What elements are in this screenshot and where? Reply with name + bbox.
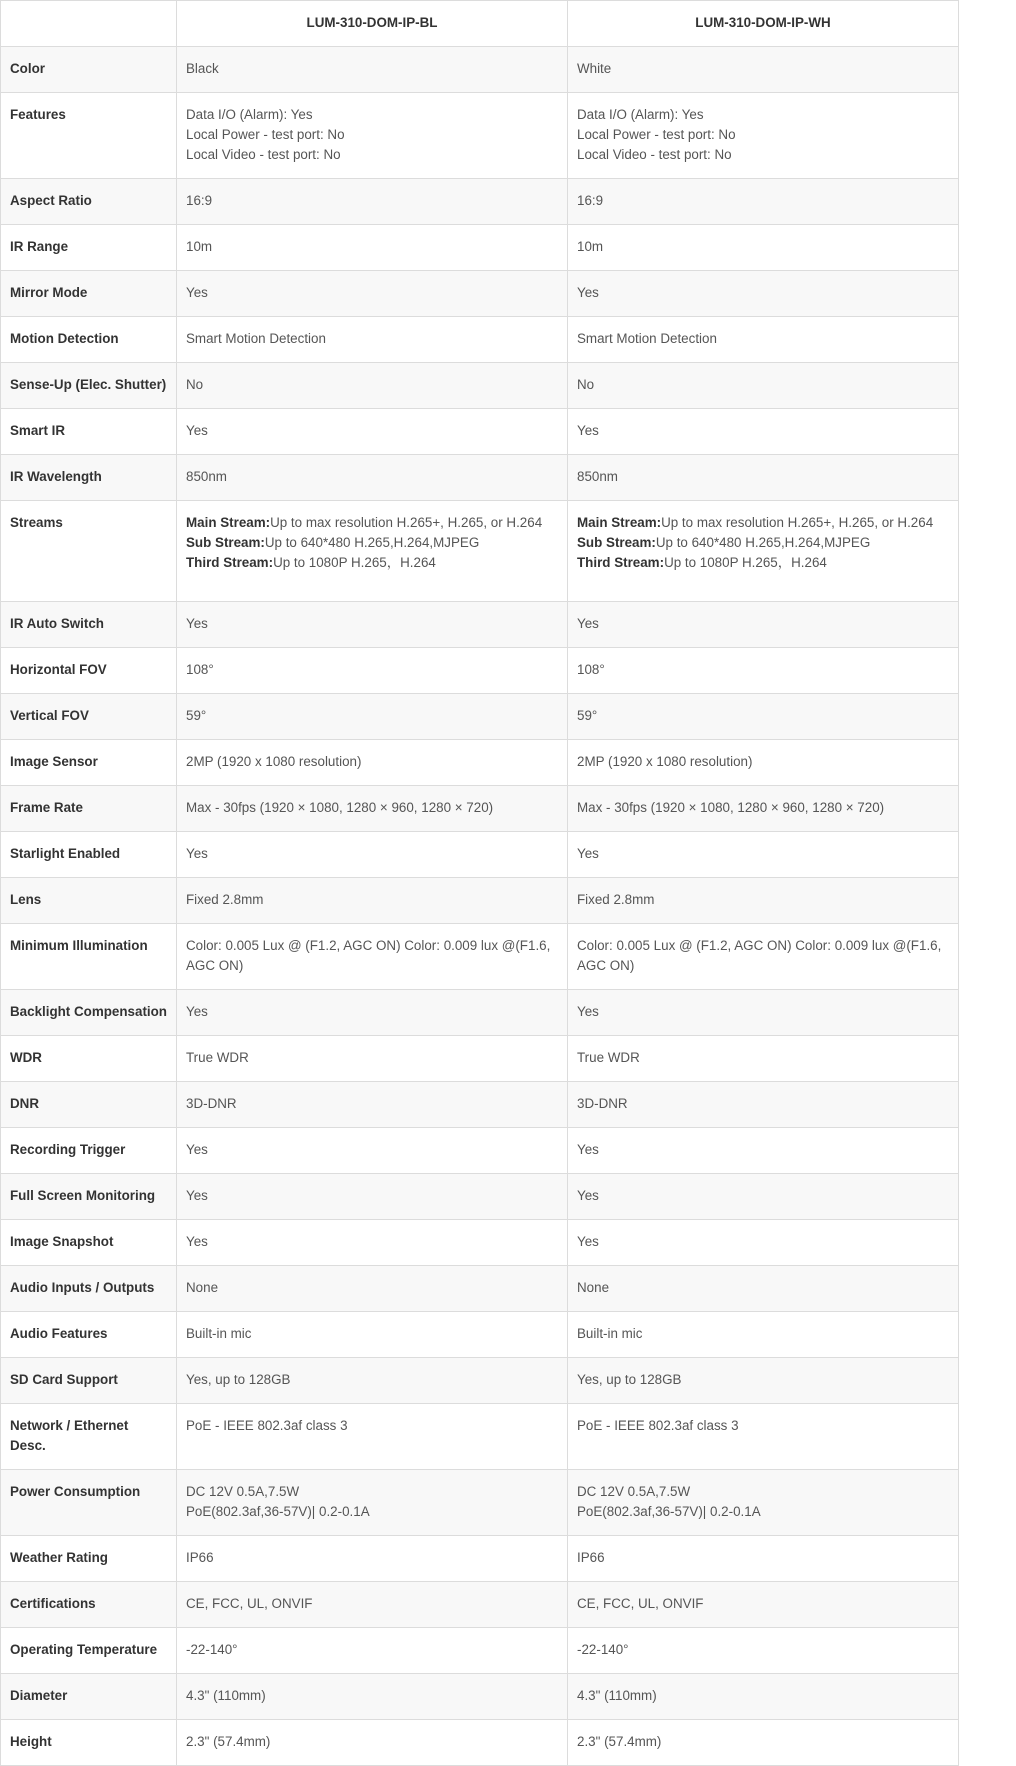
sub-stream-key: Sub Stream: (186, 535, 265, 550)
cell-model-bl (177, 93, 568, 179)
cell-value-line: True WDR (186, 1050, 249, 1065)
cell-value-line: DC 12V 0.5A,7.5W (577, 1484, 691, 1499)
cell-value-line: CE, FCC, UL, ONVIF (577, 1596, 704, 1611)
table-row (1, 832, 959, 878)
cell-value-line: 3D-DNR (186, 1096, 237, 1111)
row-label: Backlight Compensation (1, 990, 177, 1036)
cell-model-bl (177, 878, 568, 924)
cell-value-line: 108° (186, 662, 214, 677)
cell-model-wh (568, 1082, 959, 1128)
third-stream-key: Third Stream: (577, 555, 665, 570)
cell-model-wh (568, 1174, 959, 1220)
cell-value-line: Data I/O (Alarm): Yes (186, 107, 313, 122)
cell-value-line: 3D-DNR (577, 1096, 628, 1111)
table-row (1, 1036, 959, 1082)
table-row (1, 1220, 959, 1266)
table-row (1, 47, 959, 93)
row-label: WDR (1, 1036, 177, 1082)
cell-model-wh (568, 1220, 959, 1266)
cell-model-bl (177, 924, 568, 990)
row-label: IR Wavelength (1, 455, 177, 501)
cell-value-line: Yes (577, 423, 599, 438)
cell-value-line: Yes (186, 1004, 208, 1019)
row-label: Features (1, 93, 177, 179)
cell-model-bl (177, 1082, 568, 1128)
row-label: Audio Inputs / Outputs (1, 1266, 177, 1312)
cell-model-wh (568, 317, 959, 363)
spec-table-body (1, 47, 959, 1766)
table-row (1, 363, 959, 409)
cell-model-wh (568, 1358, 959, 1404)
row-label: Aspect Ratio (1, 179, 177, 225)
cell-model-bl (177, 501, 568, 602)
row-label: Streams (1, 501, 177, 602)
cell-value-line: Built-in mic (186, 1326, 252, 1341)
cell-value-line: -22-140° (186, 1642, 238, 1657)
table-row-streams (1, 501, 959, 602)
cell-value-line: PoE - IEEE 802.3af class 3 (577, 1418, 739, 1433)
cell-model-wh (568, 602, 959, 648)
table-row (1, 179, 959, 225)
cell-model-bl (177, 1720, 568, 1766)
cell-value-line: 16:9 (577, 193, 604, 208)
table-row (1, 1674, 959, 1720)
header-model-bl: LUM-310-DOM-IP-BL (177, 1, 568, 47)
cell-model-bl (177, 179, 568, 225)
cell-value-line: Local Video - test port: No (577, 147, 732, 162)
cell-model-wh (568, 271, 959, 317)
table-row (1, 93, 959, 179)
cell-value-line: Yes (577, 1142, 599, 1157)
table-row (1, 694, 959, 740)
cell-value-line: PoE(802.3af,36-57V)| 0.2-0.1A (577, 1504, 761, 1519)
cell-model-bl (177, 1266, 568, 1312)
cell-model-wh (568, 1266, 959, 1312)
cell-model-bl (177, 740, 568, 786)
cell-model-wh (568, 1536, 959, 1582)
cell-value-line: Local Power - test port: No (577, 127, 736, 142)
row-label: Minimum Illumination (1, 924, 177, 990)
cell-model-bl (177, 1628, 568, 1674)
cell-model-bl (177, 1404, 568, 1470)
cell-value-line: 16:9 (186, 193, 213, 208)
cell-value-line: Data I/O (Alarm): Yes (577, 107, 704, 122)
cell-model-wh (568, 409, 959, 455)
cell-model-wh (568, 455, 959, 501)
main-stream-key: Main Stream: (577, 515, 662, 530)
cell-value-line: Yes (577, 1234, 599, 1249)
cell-value-line: Yes (186, 616, 208, 631)
cell-model-bl (177, 602, 568, 648)
cell-model-wh (568, 648, 959, 694)
cell-value-line: -22-140° (577, 1642, 629, 1657)
row-label: SD Card Support (1, 1358, 177, 1404)
cell-value-line: Local Power - test port: No (186, 127, 345, 142)
main-stream-value: Up to max resolution H.265+, H.265, or H.264 (661, 515, 934, 530)
table-row (1, 1266, 959, 1312)
cell-value-line: 108° (577, 662, 605, 677)
table-row (1, 1470, 959, 1536)
cell-value-line: Smart Motion Detection (577, 331, 717, 346)
table-row (1, 740, 959, 786)
cell-value-line: IP66 (186, 1550, 214, 1565)
header-blank-cell (1, 1, 177, 47)
cell-model-wh (568, 1628, 959, 1674)
cell-model-wh (568, 832, 959, 878)
row-label: Full Screen Monitoring (1, 1174, 177, 1220)
cell-model-bl (177, 786, 568, 832)
cell-model-wh (568, 1404, 959, 1470)
row-label: Height (1, 1720, 177, 1766)
cell-value-line: Fixed 2.8mm (186, 892, 264, 907)
row-label: Color (1, 47, 177, 93)
row-label: Motion Detection (1, 317, 177, 363)
cell-value-line: No (186, 377, 204, 392)
cell-value-line: Yes, up to 128GB (577, 1372, 682, 1387)
table-header-row (1, 1, 959, 47)
row-label: Image Snapshot (1, 1220, 177, 1266)
cell-model-wh (568, 225, 959, 271)
table-row (1, 786, 959, 832)
cell-model-bl (177, 1036, 568, 1082)
table-row (1, 1720, 959, 1766)
row-label: Image Sensor (1, 740, 177, 786)
row-label: Diameter (1, 1674, 177, 1720)
table-row (1, 1312, 959, 1358)
cell-model-bl (177, 1174, 568, 1220)
sub-stream-value: Up to 640*480 H.265,H.264,MJPEG (655, 535, 871, 550)
cell-value-line: None (577, 1280, 610, 1295)
cell-value-line: Color: 0.005 Lux @ (F1.2, AGC ON) Color: 0.009 lux @(F1.6, AGC ON) (186, 938, 551, 973)
cell-value-line: None (186, 1280, 219, 1295)
third-stream-value: Up to 1080P H.265，H.264 (273, 555, 436, 570)
cell-model-wh (568, 990, 959, 1036)
cell-value-line: Yes (577, 285, 599, 300)
row-label: Smart IR (1, 409, 177, 455)
cell-model-wh (568, 93, 959, 179)
cell-model-wh (568, 1720, 959, 1766)
cell-value-line: Max - 30fps (1920 × 1080, 1280 × 960, 1280 × 720) (577, 800, 885, 815)
table-row (1, 1404, 959, 1470)
cell-model-wh (568, 1674, 959, 1720)
cell-model-bl (177, 1674, 568, 1720)
row-label: Weather Rating (1, 1536, 177, 1582)
cell-model-bl (177, 455, 568, 501)
cell-model-wh (568, 694, 959, 740)
row-label: Sense-Up (Elec. Shutter) (1, 363, 177, 409)
table-row (1, 648, 959, 694)
table-row (1, 1128, 959, 1174)
cell-model-bl (177, 409, 568, 455)
cell-model-wh (568, 501, 959, 602)
cell-value-line: CE, FCC, UL, ONVIF (186, 1596, 313, 1611)
cell-value-line: DC 12V 0.5A,7.5W (186, 1484, 300, 1499)
cell-value-line: Black (186, 61, 219, 76)
main-stream-value: Up to max resolution H.265+, H.265, or H.264 (270, 515, 543, 530)
row-label: Power Consumption (1, 1470, 177, 1536)
cell-model-bl (177, 363, 568, 409)
third-stream-value: Up to 1080P H.265，H.264 (664, 555, 827, 570)
header-model-wh: LUM-310-DOM-IP-WH (568, 1, 959, 47)
table-row (1, 409, 959, 455)
main-stream-key: Main Stream: (186, 515, 271, 530)
row-label: DNR (1, 1082, 177, 1128)
cell-model-wh (568, 363, 959, 409)
table-row (1, 602, 959, 648)
cell-value-line: Local Video - test port: No (186, 147, 341, 162)
cell-model-wh (568, 1582, 959, 1628)
cell-model-wh (568, 1312, 959, 1358)
cell-model-bl (177, 1128, 568, 1174)
row-label: Vertical FOV (1, 694, 177, 740)
row-label: Certifications (1, 1582, 177, 1628)
sub-stream-value: Up to 640*480 H.265,H.264,MJPEG (264, 535, 480, 550)
cell-value-line: 59° (186, 708, 207, 723)
cell-value-line: Yes (186, 423, 208, 438)
table-row (1, 1358, 959, 1404)
third-stream-key: Third Stream: (186, 555, 274, 570)
cell-value-line: 2MP (1920 x 1080 resolution) (186, 754, 362, 769)
cell-model-bl (177, 1582, 568, 1628)
row-label: Lens (1, 878, 177, 924)
cell-value-line: PoE(802.3af,36-57V)| 0.2-0.1A (186, 1504, 370, 1519)
cell-value-line: Yes (186, 1142, 208, 1157)
row-label: Operating Temperature (1, 1628, 177, 1674)
row-label: Network / Ethernet Desc. (1, 1404, 177, 1470)
row-label: Recording Trigger (1, 1128, 177, 1174)
cell-value-line: Yes, up to 128GB (186, 1372, 291, 1387)
cell-value-line: Yes (577, 846, 599, 861)
cell-value-line: Max - 30fps (1920 × 1080, 1280 × 960, 1280 × 720) (186, 800, 494, 815)
cell-value-line: Smart Motion Detection (186, 331, 326, 346)
cell-value-line: Yes (186, 285, 208, 300)
cell-model-bl (177, 225, 568, 271)
cell-model-bl (177, 271, 568, 317)
table-row (1, 990, 959, 1036)
row-label: Mirror Mode (1, 271, 177, 317)
cell-value-line: Built-in mic (577, 1326, 643, 1341)
row-label: IR Auto Switch (1, 602, 177, 648)
cell-model-wh (568, 47, 959, 93)
cell-value-line: 10m (577, 239, 604, 254)
cell-value-line: 850nm (186, 469, 227, 484)
cell-value-line: No (577, 377, 595, 392)
cell-value-line: Yes (186, 1234, 208, 1249)
cell-model-bl (177, 990, 568, 1036)
row-label: Starlight Enabled (1, 832, 177, 878)
cell-value-line: 59° (577, 708, 598, 723)
cell-value-line: PoE - IEEE 802.3af class 3 (186, 1418, 348, 1433)
table-row (1, 1082, 959, 1128)
cell-value-line: IP66 (577, 1550, 605, 1565)
cell-model-wh (568, 924, 959, 990)
cell-value-line: 2MP (1920 x 1080 resolution) (577, 754, 753, 769)
row-label: IR Range (1, 225, 177, 271)
cell-model-bl (177, 648, 568, 694)
cell-value-line: 4.3" (110mm) (186, 1688, 266, 1703)
cell-value-line: 4.3" (110mm) (577, 1688, 657, 1703)
cell-model-wh (568, 179, 959, 225)
cell-value-line: 2.3" (57.4mm) (186, 1734, 271, 1749)
cell-model-bl (177, 694, 568, 740)
cell-value-line: Yes (186, 846, 208, 861)
cell-model-wh (568, 1128, 959, 1174)
cell-value-line: Yes (577, 1004, 599, 1019)
cell-value-line: Fixed 2.8mm (577, 892, 655, 907)
table-row (1, 225, 959, 271)
cell-value-line: 10m (186, 239, 213, 254)
sub-stream-key: Sub Stream: (577, 535, 656, 550)
table-row (1, 1174, 959, 1220)
table-row (1, 1536, 959, 1582)
cell-value-line: Yes (577, 616, 599, 631)
cell-value-line: Color: 0.005 Lux @ (F1.2, AGC ON) Color: 0.009 lux @(F1.6, AGC ON) (577, 938, 942, 973)
table-row (1, 271, 959, 317)
table-row (1, 317, 959, 363)
cell-model-bl (177, 1470, 568, 1536)
cell-value-line: 850nm (577, 469, 618, 484)
cell-model-bl (177, 1358, 568, 1404)
cell-model-bl (177, 47, 568, 93)
cell-model-wh (568, 786, 959, 832)
cell-model-bl (177, 317, 568, 363)
cell-value-line: True WDR (577, 1050, 640, 1065)
cell-value-line: 2.3" (57.4mm) (577, 1734, 662, 1749)
row-label: Audio Features (1, 1312, 177, 1358)
cell-value-line: Yes (577, 1188, 599, 1203)
cell-model-wh (568, 740, 959, 786)
row-label: Frame Rate (1, 786, 177, 832)
table-row (1, 455, 959, 501)
cell-value-line: White (577, 61, 612, 76)
row-label: Horizontal FOV (1, 648, 177, 694)
table-row (1, 924, 959, 990)
cell-model-bl (177, 1536, 568, 1582)
table-row (1, 1628, 959, 1674)
cell-model-bl (177, 832, 568, 878)
table-row (1, 878, 959, 924)
cell-model-wh (568, 1470, 959, 1536)
cell-model-wh (568, 1036, 959, 1082)
cell-model-bl (177, 1220, 568, 1266)
cell-model-wh (568, 878, 959, 924)
table-row (1, 1582, 959, 1628)
cell-value-line: Yes (186, 1188, 208, 1203)
cell-model-bl (177, 1312, 568, 1358)
